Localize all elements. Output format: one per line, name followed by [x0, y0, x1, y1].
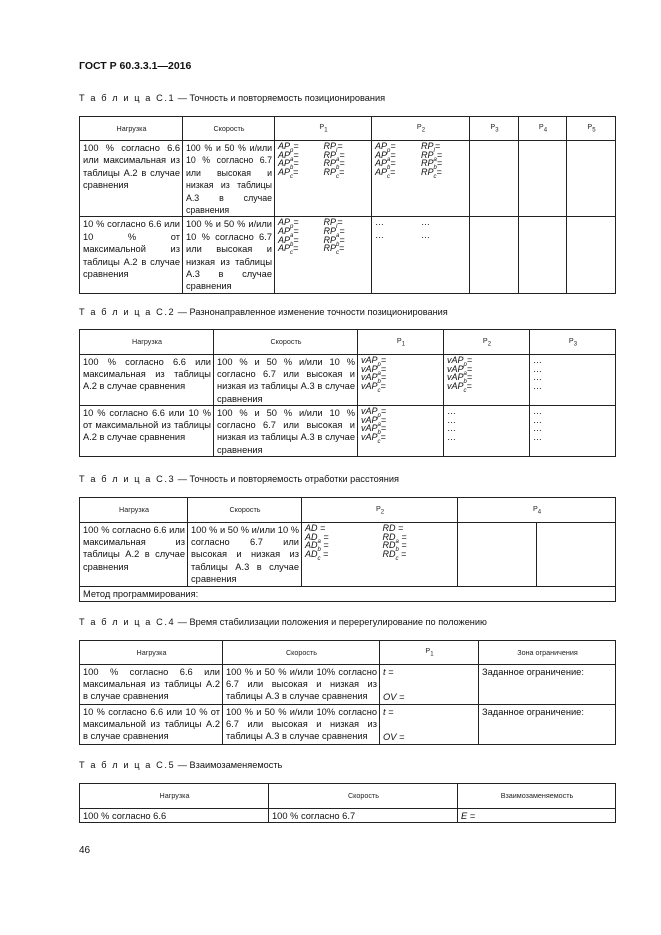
table-c1-r2-speed: 100 % и 50 % и/или 10 % согласно 6.7 или высокая и низкая из таблицы А.3 в случае сравнения — [183, 217, 275, 294]
table-c1-r1-p4 — [519, 141, 567, 217]
table-c1-header-p5: $P_5$ — [567, 117, 616, 141]
table-c2-header-p1: $P_1$ — [358, 330, 444, 355]
table-c3-r1-ad: AD = $AD_a$ = $AD_b$ = $AD_c$ = — [302, 523, 380, 587]
table-c2-caption — [79, 307, 448, 317]
table-c2-r2-load: 10 % согласно 6.6 или 10 % от максимальной из таблицы А.2 в случае сравнения — [80, 406, 214, 457]
ap-column: $AP_p=$ $AP_a=$ $AP_b=$ $AP_c=$ — [278, 217, 299, 257]
table-c4-label: Т а б л и ц а С.4 — [79, 617, 176, 627]
table-c3-header-p4: $P_4$ — [458, 498, 616, 523]
table-c2-r2-p2: … … … … — [444, 406, 530, 457]
table-c1-r1-p5 — [567, 141, 616, 217]
table-c5-title: — Взаимозаменяемость — [175, 760, 283, 770]
page-number: 46 — [79, 845, 91, 856]
table-c4-title: — Время стабилизации положения и перерегулирование по положению — [175, 617, 487, 627]
table-c4-r2-load: 10 % согласно 6.6 или 10 % от максимальной из таблицы А.2 в случае сравнения — [80, 705, 223, 745]
table-c1-caption — [79, 93, 385, 103]
table-c1-header-p4: $P_4$ — [519, 117, 567, 141]
table-c2-r1-speed: 100 % и 50 % и/или 10 % согласно 6.7 или высокая и низкая из таблицы А.3 в случае сравнения — [214, 355, 358, 406]
table-c2-r1-p1: vAP$_p$= vAP$_a$= vAP$_b$= vAP$_c$= — [358, 355, 444, 406]
table-c3-r1-load: 100 % согласно 6.6 или максимальная из таблицы А.2 в случае сравнения — [80, 523, 188, 587]
table-c4 — [79, 640, 616, 745]
table-c2-r1-p2: vAP$_p$= vAP$_a$= vAP$_b$= vAP$_c$= — [444, 355, 530, 406]
table-row — [80, 355, 616, 406]
table-c5-label: Т а б л и ц а С.5 — [79, 760, 176, 770]
rp-column: $RP_l=$ $RP_a=$ $RP_b=$ $RP_c=$ — [323, 141, 345, 180]
table-c1-header-load: Нагрузка — [80, 117, 183, 141]
table-c2-header-load: Нагрузка — [80, 330, 214, 355]
table-c3-header-speed: Скорость — [188, 498, 302, 523]
table-c1-r1-load: 100 % согласно 6.6 или максимальная из таблицы А.2 в случае сравнения — [80, 141, 183, 217]
table-c4-r2-p1: t = OV = — [380, 705, 479, 745]
table-c4-r1-speed: 100 % и 50 % и/или 10% согласно 6.7 или высокая и низкая из таблицы А.3 в случае сравнения — [223, 665, 380, 705]
table-c1-header-speed: Скорость — [183, 117, 275, 141]
table-c4-header-load: Нагрузка — [80, 641, 223, 665]
table-c4-r1-zone: Заданное ограничение: — [479, 665, 616, 705]
table-c2 — [79, 329, 616, 457]
table-c4-r2-zone: Заданное ограничение: — [479, 705, 616, 745]
table-c2-r2-p1: vAP$_p$= vAP$_a$= vAP$_b$= vAP$_c$= — [358, 406, 444, 457]
table-c2-header-speed: Скорость — [214, 330, 358, 355]
table-row — [80, 705, 616, 745]
table-c1-r1-speed: 100 % и 50 % и/или 10 % согласно 6.7 или высокая и низкая из таблицы А.3 в случае сравнения — [183, 141, 275, 217]
table-c2-label: Т а б л и ц а С.2 — [79, 307, 176, 317]
table-c4-r2-speed: 100 % и 50 % и/или 10% согласно 6.7 или высокая и низкая из таблицы А.3 в случае сравнения — [223, 705, 380, 745]
table-c2-header-p3: $P_3$ — [530, 330, 616, 355]
table-c1-header-p2: $P_2$ — [372, 117, 470, 141]
table-c5-header-row — [80, 784, 616, 809]
table-c1-header-p3: $P_3$ — [470, 117, 519, 141]
table-c5-header-load: Нагрузка — [80, 784, 269, 809]
table-c3 — [79, 497, 616, 602]
table-row — [80, 406, 616, 457]
table-c4-r1-load: 100 % согласно 6.6 или максимальная из таблицы А.2 в случае сравнения — [80, 665, 223, 705]
table-c1-r1-p2 — [372, 141, 470, 217]
table-c1-r1-p3 — [470, 141, 519, 217]
table-c5-r1-load: 100 % согласно 6.6 — [80, 809, 269, 823]
table-c2-r1-load: 100 % согласно 6.6 или максимальная из таблицы А.2 в случае сравнения — [80, 355, 214, 406]
table-c3-title: — Точность и повторяемость отработки расстояния — [175, 474, 399, 484]
table-row — [80, 665, 616, 705]
ap-column: $AP_p=$ $AP_a=$ $AP_b=$ $AP_c=$ — [278, 141, 299, 180]
table-c5-caption — [79, 760, 282, 770]
table-c5-r1-speed: 100 % согласно 6.7 — [269, 809, 458, 823]
table-c1-header-p1: $P_1$ — [275, 117, 372, 141]
table-c3-label: Т а б л и ц а С.3 — [79, 474, 176, 484]
table-c3-r1-p4a — [458, 523, 537, 587]
table-c3-method: Метод программирования: — [80, 587, 616, 602]
table-c4-header-zone: Зона ограничения — [479, 641, 616, 665]
table-row — [80, 217, 616, 294]
table-c1-r1-p1 — [275, 141, 372, 217]
table-c1-r2-p2: … … … … — [372, 217, 470, 294]
table-c4-caption — [79, 617, 487, 627]
rp-column: $RP_l=$ $RP_a=$ $RP_b=$ $RP_c=$ — [421, 141, 443, 180]
table-c3-header-row — [80, 498, 616, 523]
table-c1-r2-p3 — [470, 217, 519, 294]
table-c4-r1-p1: t = OV = — [380, 665, 479, 705]
table-c4-header-speed: Скорость — [223, 641, 380, 665]
table-c3-caption — [79, 474, 399, 484]
table-c3-header-p2: $P_2$ — [302, 498, 458, 523]
table-row — [80, 523, 616, 587]
table-c1-header-row — [80, 117, 616, 141]
table-c5-r1-e: E = — [458, 809, 616, 823]
rp-column: $RP_l=$ $RP_a=$ $RP_b=$ $RP_c=$ — [323, 217, 345, 257]
table-c2-title: — Разнонаправленное изменение точности позиционирования — [175, 307, 448, 317]
table-c3-r1-p4b — [537, 523, 616, 587]
table-c1-title: — Точность и повторяемость позиционирования — [175, 93, 386, 103]
table-row — [80, 809, 616, 823]
table-c3-r1-rd: RD = $RD_a$ = $RD_b$ = $RD_c$ = — [380, 523, 458, 587]
table-c4-header-row — [80, 641, 616, 665]
table-c3-header-load: Нагрузка — [80, 498, 188, 523]
table-c1-r2-p5 — [567, 217, 616, 294]
table-c1-r2-load: 10 % согласно 6.6 или 10 % от максимальной из таблицы А.2 в случае сравнения — [80, 217, 183, 294]
table-c5-header-exch: Взаимозаменяемость — [458, 784, 616, 809]
table-c4-header-p1: $P_1$ — [380, 641, 479, 665]
table-c3-r1-speed: 100 % и 50 % и/или 10 % согласно 6.7 или высокая и низкая из таблицы А.3 в случае сравнения — [188, 523, 302, 587]
table-c1-r2-p1 — [275, 217, 372, 294]
table-c5 — [79, 783, 616, 823]
table-c2-r2-p3: … … … … — [530, 406, 616, 457]
table-row — [80, 587, 616, 602]
table-c2-r1-p3: … … … … — [530, 355, 616, 406]
table-c5-header-speed: Скорость — [269, 784, 458, 809]
document-header: ГОСТ Р 60.3.3.1—2016 — [79, 60, 192, 72]
table-c2-header-p2: $P_2$ — [444, 330, 530, 355]
table-c2-header-row — [80, 330, 616, 355]
table-c1-r2-p4 — [519, 217, 567, 294]
table-c1 — [79, 116, 616, 294]
table-c1-label: Т а б л и ц а С.1 — [79, 93, 176, 103]
table-row — [80, 141, 616, 217]
table-c2-r2-speed: 100 % и 50 % и/или 10 % согласно 6.7 или высокая и низкая из таблицы А.3 в случае сравнения — [214, 406, 358, 457]
ap-column: $AP_p=$ $AP_a=$ $AP_b=$ $AP_c=$ — [375, 141, 396, 180]
